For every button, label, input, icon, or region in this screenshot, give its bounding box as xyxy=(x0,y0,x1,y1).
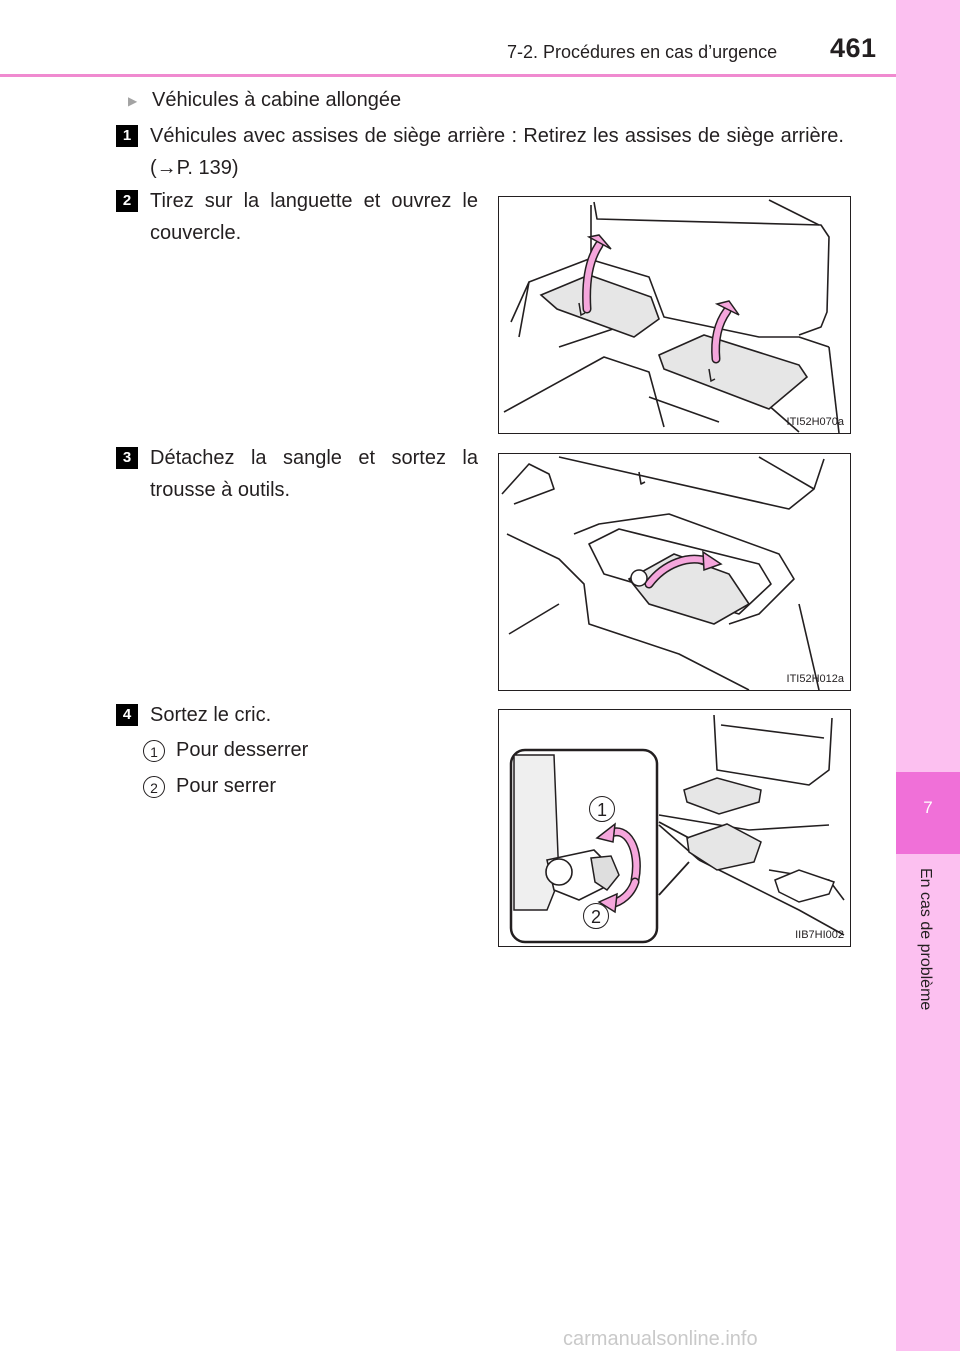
figure-callout-2: 2 xyxy=(583,903,609,929)
step-text-3: Détachez la sangle et sortez la trousse à outils. xyxy=(150,447,478,501)
sub-item-number-1: 1 xyxy=(143,740,165,762)
section-title: 7-2. Procédures en cas d’urgence xyxy=(507,42,778,62)
seat-cover-illustration xyxy=(499,197,850,433)
figure-tool-bag xyxy=(498,453,851,691)
sub-item-text-1: Pour desserrer xyxy=(176,739,309,761)
step-number-1: 1 xyxy=(116,125,138,147)
step-number-3: 3 xyxy=(116,447,138,469)
sub-item-text-2: Pour serrer xyxy=(176,775,277,797)
step-text-4: Sortez le cric. xyxy=(150,704,272,726)
step-text-2: Tirez sur la languette et ouvrez le couvercle. xyxy=(150,190,478,244)
triangle-bullet-icon: ▶ xyxy=(128,94,138,108)
figure-code: ITI52H070a xyxy=(786,416,844,428)
page-number: 461 xyxy=(830,33,877,63)
chapter-title: En cas de problème xyxy=(917,868,934,1011)
figure-code: IIB7HI002 xyxy=(795,929,844,941)
chapter-number: 7 xyxy=(923,798,933,817)
figure-callout-1: 1 xyxy=(589,796,615,822)
step-number-4: 4 xyxy=(116,704,138,726)
figure-jack xyxy=(498,709,851,947)
jack-illustration xyxy=(499,710,850,946)
tool-bag-illustration xyxy=(499,454,850,690)
step-number-2: 2 xyxy=(116,190,138,212)
sub-item-number-2: 2 xyxy=(143,776,165,798)
figure-open-cover xyxy=(498,196,851,434)
chapter-side-tab xyxy=(896,0,960,1351)
header-rule xyxy=(0,74,896,77)
figure-code: ITI52H012a xyxy=(786,673,844,685)
step-text-1: Véhicules avec assises de siège arrière : Retirez les assises de siège arrière. (→P. 139) xyxy=(150,125,844,179)
watermark-footer: carmanualsonline.info xyxy=(563,1328,758,1350)
subheading: Véhicules à cabine allongée xyxy=(152,89,402,111)
